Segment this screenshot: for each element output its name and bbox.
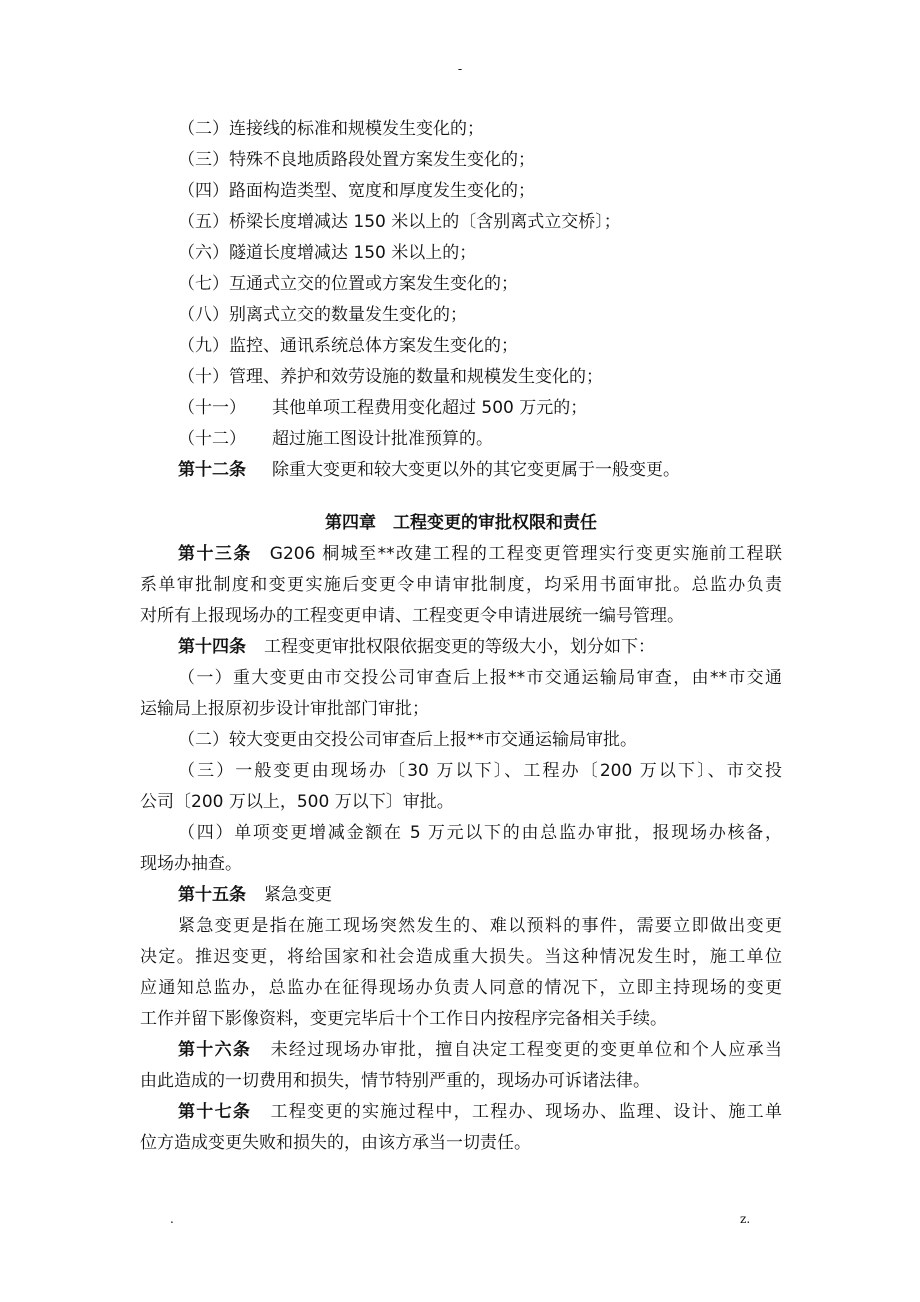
list-item: （六）隧道长度增减达 150 米以上的； bbox=[178, 243, 477, 263]
article-14-item: （四）单项变更增减金额在 5 万元以下的由总监办审批，报现场办核备， bbox=[178, 823, 782, 843]
article-text: 工程变更的实施过程中，工程办、现场办、监理、设计、施工单 bbox=[269, 1102, 782, 1122]
list-item: （十）管理、养护和效劳设施的数量和规模发生变化的； bbox=[178, 367, 603, 387]
list-item bbox=[140, 393, 782, 424]
article-17-line bbox=[140, 1097, 782, 1128]
article-15 bbox=[140, 880, 782, 911]
article-15-line: 决定。推迟变更，将给国家和社会造成重大损失。当这种情况发生时，施工单位 bbox=[140, 947, 782, 967]
article-13-line bbox=[140, 539, 782, 570]
article-text: 未经过现场办审批，擅自决定工程变更的变更单位和个人应承当 bbox=[269, 1040, 782, 1060]
article-label: 第十四条 bbox=[178, 637, 246, 657]
article-13-line: 对所有上报现场办的工程变更申请、工程变更令申请进展统一编号管理。 bbox=[140, 606, 684, 626]
list-item: （二）连接线的标准和规模发生变化的； bbox=[178, 119, 484, 139]
article-14-item: （一）重大变更由市交投公司审查后上报**市交通运输局审查，由**市交通 bbox=[178, 668, 782, 688]
article-text: G206 桐城至**改建工程的工程变更管理实行变更实施前工程联 bbox=[269, 544, 783, 564]
article-16-line bbox=[140, 1035, 782, 1066]
article-15-line: 紧急变更是指在施工现场突然发生的、难以预料的事件，需要立即做出变更 bbox=[178, 916, 782, 936]
document-body bbox=[140, 114, 782, 1159]
list-item-number: （十一） bbox=[178, 398, 246, 418]
footer-left-mark: . bbox=[170, 1212, 174, 1226]
article-14-item: 公司〔200 万以上，500 万以下〕审批。 bbox=[140, 792, 454, 812]
list-item-text: 其他单项工程费用变化超过 500 万元的； bbox=[272, 398, 588, 418]
article-label: 第十五条 bbox=[178, 885, 246, 905]
chapter-title: 第四章 工程变更的审批权限和责任 bbox=[325, 513, 597, 533]
article-label: 第十三条 bbox=[178, 544, 252, 564]
article-14-item: （三）一般变更由现场办〔30 万以下〕、工程办〔200 万以下〕、市交投 bbox=[178, 761, 782, 781]
article-text: 工程变更审批权限依据变更的等级大小，划分如下： bbox=[264, 637, 655, 657]
article-14-item: （二）较大变更由交投公司审查后上报**市交通运输局审批。 bbox=[178, 730, 637, 750]
article-label: 第十二条 bbox=[178, 460, 246, 480]
article-14-item: 现场办抽查。 bbox=[140, 854, 242, 874]
article-12 bbox=[140, 455, 782, 486]
list-item: （九）监控、通讯系统总体方案发生变化的； bbox=[178, 336, 518, 356]
article-13-line: 系单审批制度和变更实施后变更令申请审批制度，均采用书面审批。总监办负责 bbox=[140, 575, 782, 595]
article-text: 除重大变更和较大变更以外的其它变更属于一般变更。 bbox=[272, 460, 680, 480]
footer-right-mark: z. bbox=[740, 1212, 751, 1226]
list-item: （三）特殊不良地质路段处置方案发生变化的； bbox=[178, 150, 535, 170]
article-16-line: 由此造成的一切费用和损失，情节特别严重的，现场办可诉诸法律。 bbox=[140, 1071, 650, 1091]
article-14-item: 运输局上报原初步设计审批部门审批； bbox=[140, 699, 429, 719]
list-item-number: （十二） bbox=[178, 429, 246, 449]
list-item: （八）别离式立交的数量发生变化的； bbox=[178, 305, 467, 325]
list-item: （五）桥梁长度增减达 150 米以上的〔含别离式立交桥〕； bbox=[178, 212, 621, 232]
list-item bbox=[140, 424, 782, 455]
page-header-mark: - bbox=[457, 62, 463, 76]
article-title: 紧急变更 bbox=[264, 885, 332, 905]
list-item: （七）互通式立交的位置或方案发生变化的； bbox=[178, 274, 518, 294]
list-item: （四）路面构造类型、宽度和厚度发生变化的； bbox=[178, 181, 535, 201]
article-14 bbox=[140, 632, 782, 663]
article-17-line: 位方造成变更失败和损失的，由该方承当一切责任。 bbox=[140, 1133, 531, 1153]
article-label: 第十六条 bbox=[178, 1040, 252, 1060]
list-item-text: 超过施工图设计批准预算的。 bbox=[272, 429, 493, 449]
article-label: 第十七条 bbox=[178, 1102, 252, 1122]
article-15-line: 工作并留下影像资料，变更完毕后十个工作日内按程序完备相关手续。 bbox=[140, 1009, 667, 1029]
article-15-line: 应通知总监办，总监办在征得现场办负责人同意的情况下，立即主持现场的变更 bbox=[140, 978, 782, 998]
